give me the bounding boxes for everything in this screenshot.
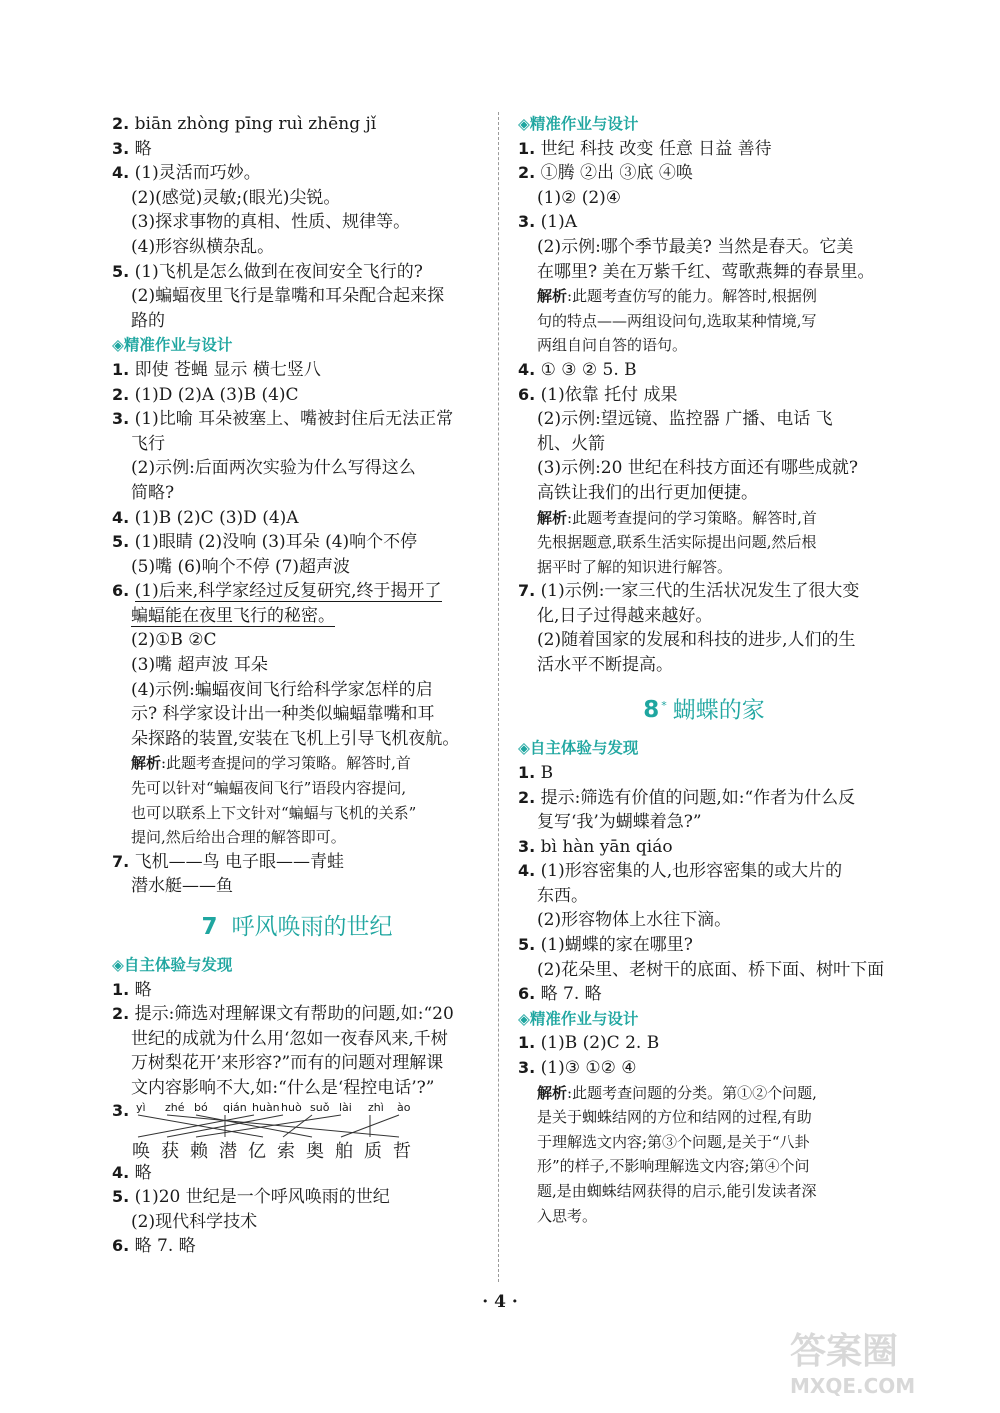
match-item: lài — [339, 1100, 352, 1114]
answer-line — [518, 432, 890, 457]
answer-text: (1)③ ①② ④ — [540, 1058, 637, 1079]
answer-text: 提示:筛选有价值的问题,如:“作者为什么反 — [540, 787, 856, 808]
answer-line — [518, 859, 890, 884]
answer-text: (1)B (2)C 2. B — [540, 1033, 660, 1054]
chapter-title — [518, 690, 890, 727]
answer-line — [112, 186, 482, 211]
right-column — [518, 112, 890, 1228]
analysis-block — [112, 751, 482, 849]
question-number: 4. — [518, 359, 536, 379]
answer-text: 略 7. 略 — [540, 984, 602, 1005]
analysis-text: 两组自问自答的语句。 — [537, 336, 688, 355]
match-item: zhé — [165, 1100, 185, 1114]
section-heading: ◈自主体验与发现 — [112, 956, 233, 974]
match-item: 亿 — [248, 1140, 266, 1162]
answer-text: 飞行 — [131, 433, 165, 454]
question-number: 5. — [518, 935, 536, 955]
answer-text: 略 7. 略 — [134, 1236, 196, 1257]
answer-line — [112, 1234, 482, 1259]
match-item: huò — [281, 1100, 302, 1114]
analysis-block — [518, 284, 890, 358]
match-item: 唤 — [132, 1140, 150, 1162]
answer-text: (1)比喻 耳朵被塞上、嘴被封住后无法正常 — [134, 409, 454, 430]
answer-line — [518, 628, 890, 653]
question-number: 2. — [112, 384, 130, 404]
analysis-text: 入思考。 — [537, 1206, 598, 1225]
answer-text: bì hàn yān qiáo — [540, 836, 673, 857]
answer-text: (1)蝴蝶的家在哪里? — [540, 935, 693, 956]
match-item: 奥 — [306, 1140, 324, 1162]
answer-line — [112, 850, 482, 875]
analysis-text: 提问,然后给出合理的解答即可。 — [131, 828, 346, 847]
answers-q6 — [112, 628, 482, 751]
character-row — [132, 1137, 422, 1163]
answer-line — [112, 978, 482, 1003]
answer-line — [112, 1051, 482, 1076]
answer-text: (2)随着国家的发展和科技的进步,人们的生 — [537, 630, 856, 651]
analysis-text: 先可以针对“蝙蝠夜间飞行”语段内容提问, — [131, 779, 407, 798]
analysis-text: 于理解选文内容;第③个问题,是关于“八卦 — [537, 1132, 810, 1151]
question-number: 2. — [518, 787, 536, 807]
answer-text: 世纪 科技 改变 任意 日益 善待 — [540, 138, 772, 159]
analysis-label: 解析 — [537, 1083, 568, 1102]
match-item: huàn — [252, 1100, 280, 1114]
match-item: 索 — [277, 1140, 295, 1162]
question-number: 7. — [518, 581, 536, 601]
answer-line — [112, 1185, 482, 1210]
answer-text: (2)现代科学技术 — [131, 1211, 258, 1232]
question-number: 1. — [112, 359, 130, 379]
answer-text: 东西。 — [537, 885, 588, 906]
answer-line — [112, 284, 482, 309]
answer-line: 示? 科学家设计出一种类似蝙蝠靠嘴和耳 — [131, 704, 435, 725]
answer-line — [112, 1027, 482, 1052]
answer-text: (1)② (2)④ — [537, 187, 622, 208]
answer-text: (3)探求事物的真相、性质、规律等。 — [131, 212, 411, 233]
answer-text: (5)嘴 (6)响个不停 (7)超声波 — [131, 556, 351, 577]
answer-text: 文内容影响不大,如:“什么是‘程控电话’?” — [131, 1077, 435, 1098]
answers-self-discovery — [112, 978, 482, 1101]
answer-text: (2)示例:望远镜、监控器 广播、电话 飞 — [537, 409, 833, 430]
answer-line — [518, 161, 890, 186]
answer-text: (1)20 世纪是一个呼风唤雨的世纪 — [134, 1187, 390, 1208]
answer-line — [518, 1031, 890, 1056]
analysis-text: :此题考查提问的学习策略。解答时,首 — [161, 754, 411, 773]
chapter-number: 7 — [201, 914, 218, 940]
answer-line — [518, 908, 890, 933]
question-number: 4. — [112, 507, 130, 527]
answer-text: (4)形容纵横杂乱。 — [131, 236, 275, 257]
section-heading: ◈精准作业与设计 — [518, 115, 639, 133]
answer-text: B — [540, 762, 554, 783]
answer-line — [518, 810, 890, 835]
match-item: 舶 — [335, 1140, 353, 1162]
analysis-text: :此题考查问题的分类。第①②个问题, — [567, 1083, 817, 1102]
answer-text: 简略? — [131, 482, 175, 503]
answers-q7 — [518, 579, 890, 677]
answer-line — [112, 235, 482, 260]
match-item: zhì — [368, 1100, 384, 1114]
answer-line: (2)①B ②C — [131, 630, 217, 651]
answer-line — [112, 530, 482, 555]
page-number: · 4 · — [482, 1292, 518, 1312]
analysis-block — [518, 1081, 890, 1229]
answer-line — [518, 933, 890, 958]
answer-line — [518, 786, 890, 811]
answer-line — [518, 456, 890, 481]
answers-top — [112, 112, 482, 333]
match-item: 质 — [364, 1140, 382, 1162]
answer-line — [112, 260, 482, 285]
match-item: ào — [397, 1100, 411, 1114]
question-number: 6. — [112, 1236, 130, 1256]
match-item: 赖 — [190, 1140, 208, 1162]
question-number: 2. — [112, 114, 130, 133]
answer-line — [112, 555, 482, 580]
answer-text: 高铁让我们的出行更加便捷。 — [537, 482, 758, 503]
answer-line — [518, 653, 890, 678]
question-number: 3. — [112, 1100, 130, 1120]
answers-precise-homework — [518, 137, 890, 285]
question-number: 3. — [518, 1058, 536, 1078]
answers-q7 — [112, 850, 482, 899]
answer-text: (3)示例:20 世纪在科技方面还有哪些成就? — [537, 458, 858, 479]
answer-line — [112, 1076, 482, 1101]
section-heading: ◈精准作业与设计 — [518, 1009, 639, 1028]
answer-text: 复写‘我’为蝴蝶着急?” — [537, 812, 702, 833]
question-number: 3. — [112, 409, 130, 429]
question-number: 1. — [518, 138, 536, 158]
question-number: 4. — [112, 163, 130, 183]
analysis-label: 解析 — [537, 508, 568, 527]
answer-line — [518, 235, 890, 260]
answer-line — [518, 884, 890, 909]
match-item: bó — [194, 1100, 208, 1114]
answer-text: 活水平不断提高。 — [537, 655, 673, 676]
answer-line — [518, 835, 890, 860]
match-item: yì — [136, 1100, 146, 1114]
answer-text: (1)眼睛 (2)没响 (3)耳朵 (4)响个不停 — [134, 532, 418, 553]
answer-line — [112, 481, 482, 506]
answer-line — [518, 982, 890, 1007]
answer-text: 化,日子过得越来越好。 — [537, 605, 713, 626]
answer-text: (2)形容物体上水往下滴。 — [537, 910, 732, 931]
answer-text: (1)灵活而巧妙。 — [134, 163, 261, 184]
answer-text: 即使 苍蝇 显示 横七竖八 — [134, 359, 321, 380]
answer-line — [518, 604, 890, 629]
answer-text: (2)示例:哪个季节最美? 当然是春天。它美 — [537, 236, 854, 257]
analysis-text: 先根据题意,联系生活实际提出问题,然后根 — [537, 533, 817, 552]
question-number: 5. — [112, 532, 130, 552]
answer-line — [112, 1161, 482, 1186]
answer-line — [518, 210, 890, 235]
answer-line — [518, 958, 890, 983]
answer-line — [112, 112, 482, 137]
answer-text: 路的 — [131, 310, 165, 331]
answer-line — [112, 383, 482, 408]
answer-text: 略 — [134, 979, 152, 1000]
section-heading: ◈精准作业与设计 — [112, 336, 233, 355]
column-divider — [498, 112, 499, 1282]
question-number: 1. — [518, 1033, 536, 1053]
question-number: 3. — [112, 138, 130, 158]
answer-text: 万树梨花开’来形容?”而有的问题对理解课 — [131, 1053, 444, 1074]
answer-text: ①腾 ②出 ③底 ④唤 — [540, 163, 693, 184]
answer-text: 提示:筛选对理解课文有帮助的问题,如:“20 — [134, 1004, 454, 1025]
question-number: 2. — [112, 1004, 130, 1024]
answer-line — [112, 210, 482, 235]
answer-text: (2)示例:后面两次实验为什么写得这么 — [131, 458, 416, 479]
answers-precise-homework-2 — [518, 1031, 890, 1080]
answer-line — [518, 1056, 890, 1081]
analysis-block — [518, 506, 890, 580]
analysis-text: 也可以联系上下文针对“蝙蝠与飞机的关系” — [131, 803, 417, 822]
analysis-text: 是关于蜘蛛结网的方位和结网的过程,有助 — [537, 1108, 812, 1127]
answer-text: 机、火箭 — [537, 433, 605, 454]
chapter-name: 呼风唤雨的世纪 — [231, 914, 393, 940]
analysis-text: :此题考查仿写的能力。解答时,根据例 — [567, 287, 817, 306]
question-number: 4. — [112, 1162, 130, 1182]
answers-self-discovery — [518, 761, 890, 1007]
answer-line — [518, 407, 890, 432]
answer-line — [518, 383, 890, 408]
analysis-text: 形”的样子,不影响理解选文内容;第④个问 — [537, 1157, 810, 1176]
answer-line — [112, 161, 482, 186]
analysis-text: 据平时了解的知识进行解答。 — [537, 557, 733, 576]
chapter-title — [112, 911, 482, 943]
answer-line — [112, 407, 482, 432]
answer-text: 略 — [134, 1162, 152, 1183]
answer-line — [518, 761, 890, 786]
answer-line: (4)示例:蝙蝠夜间飞行给科学家怎样的启 — [131, 679, 433, 700]
analysis-label: 解析 — [537, 287, 568, 306]
underlined-sentence: (1)后来,科学家经过反复研究,终于揭开了 — [134, 581, 442, 602]
answer-line — [518, 186, 890, 211]
underlined-sentence: 蝙蝠能在夜里飞行的秘密。 — [131, 605, 335, 626]
answer-line — [112, 137, 482, 162]
question-number: 3. — [518, 836, 536, 856]
answer-text: (1)形容密集的人,也形容密集的或大片的 — [540, 861, 843, 882]
analysis-label: 解析 — [131, 754, 162, 773]
answer-line — [112, 1210, 482, 1235]
answer-line — [112, 309, 482, 334]
question-number: 6. — [518, 984, 536, 1004]
answer-text: (1)A — [540, 212, 577, 233]
answer-text: (2)(感觉)灵敏;(眼光)尖锐。 — [131, 187, 341, 208]
question-number: 5. — [112, 261, 130, 281]
answer-text: 在哪里? 美在万紫千红、莺歌燕舞的春景里。 — [537, 261, 875, 282]
answer-line — [112, 358, 482, 383]
question-number: 2. — [518, 163, 536, 183]
analysis-text: 句的特点——两组设问句,选取某种情境,写 — [537, 311, 817, 330]
answer-line — [112, 432, 482, 457]
question-number: 6. — [518, 384, 536, 404]
answers-precise-homework — [112, 358, 482, 579]
answer-text: (2)蝙蝠夜里飞行是靠嘴和耳朵配合起来探 — [131, 286, 445, 307]
answer-line — [518, 481, 890, 506]
analysis-text: 题,是由蜘蛛结网获得的启示,能引发读者深 — [537, 1182, 817, 1200]
match-item: 获 — [161, 1140, 179, 1162]
answer-line — [518, 137, 890, 162]
answer-line: (3)嘴 超声波 耳朵 — [131, 655, 268, 676]
answer-line: 朵探路的装置,安装在飞机上引导飞机夜航。 — [131, 728, 460, 749]
answer-text: ① ③ ② 5. B — [540, 359, 637, 380]
answer-line — [518, 358, 890, 383]
answer-text: 世纪的成就为什么用‘忽如一夜春风来,千树 — [131, 1028, 448, 1049]
question-number: 1. — [518, 762, 536, 782]
answers-q4-q6 — [518, 358, 890, 506]
answer-text: 飞机——鸟 电子眼——青蛙 — [134, 851, 345, 872]
answer-text: biān zhòng pīng ruì zhēng jǐ — [134, 114, 377, 134]
watermark-url: MXQE.COM — [790, 1374, 916, 1398]
answer-text: (1)B (2)C (3)D (4)A — [134, 507, 299, 528]
answers-remaining — [112, 1161, 482, 1259]
question-number: 7. — [112, 851, 130, 871]
answer-line — [518, 260, 890, 285]
answer-text: (1)依靠 托付 成果 — [540, 384, 678, 405]
answer-line: 6. (1)后来,科学家经过反复研究,终于揭开了 — [112, 581, 442, 602]
answer-text: 略 — [134, 138, 152, 159]
chapter-star: * — [661, 698, 667, 712]
pinyin-matching — [112, 1101, 482, 1161]
watermark-text: 答案圈 — [790, 1331, 899, 1372]
match-item: suǒ — [310, 1100, 330, 1114]
question-number: 5. — [112, 1187, 130, 1207]
answer-line — [112, 874, 482, 899]
match-item: qián — [223, 1100, 247, 1114]
left-column — [112, 112, 482, 1259]
question-number: 1. — [112, 979, 130, 999]
answer-text: (1)飞机是怎么做到在夜间安全飞行的? — [134, 261, 423, 282]
answer-line — [112, 506, 482, 531]
answer-text: 潜水艇——鱼 — [131, 876, 233, 897]
answer-text: (2)花朵里、老树干的底面、桥下面、树叶下面 — [537, 959, 885, 980]
answer-text: (1)示例:一家三代的生活状况发生了很大变 — [540, 581, 860, 602]
match-item: 潜 — [219, 1140, 237, 1162]
question-number: 3. — [518, 212, 536, 232]
pinyin-row — [136, 1101, 426, 1114]
analysis-text: :此题考查提问的学习策略。解答时,首 — [567, 508, 817, 527]
answer-line — [112, 1002, 482, 1027]
answer-line — [112, 604, 482, 629]
answer-line — [112, 456, 482, 481]
watermark-logo — [790, 1323, 990, 1403]
match-item: 哲 — [393, 1140, 411, 1162]
chapter-name: 蝴蝶的家 — [672, 697, 765, 724]
answer-text: (1)D (2)A (3)B (4)C — [134, 384, 299, 405]
chapter-number: 8 — [643, 697, 660, 724]
section-heading: ◈自主体验与发现 — [518, 739, 639, 758]
question-number: 4. — [518, 861, 536, 881]
answer-line — [518, 579, 890, 604]
